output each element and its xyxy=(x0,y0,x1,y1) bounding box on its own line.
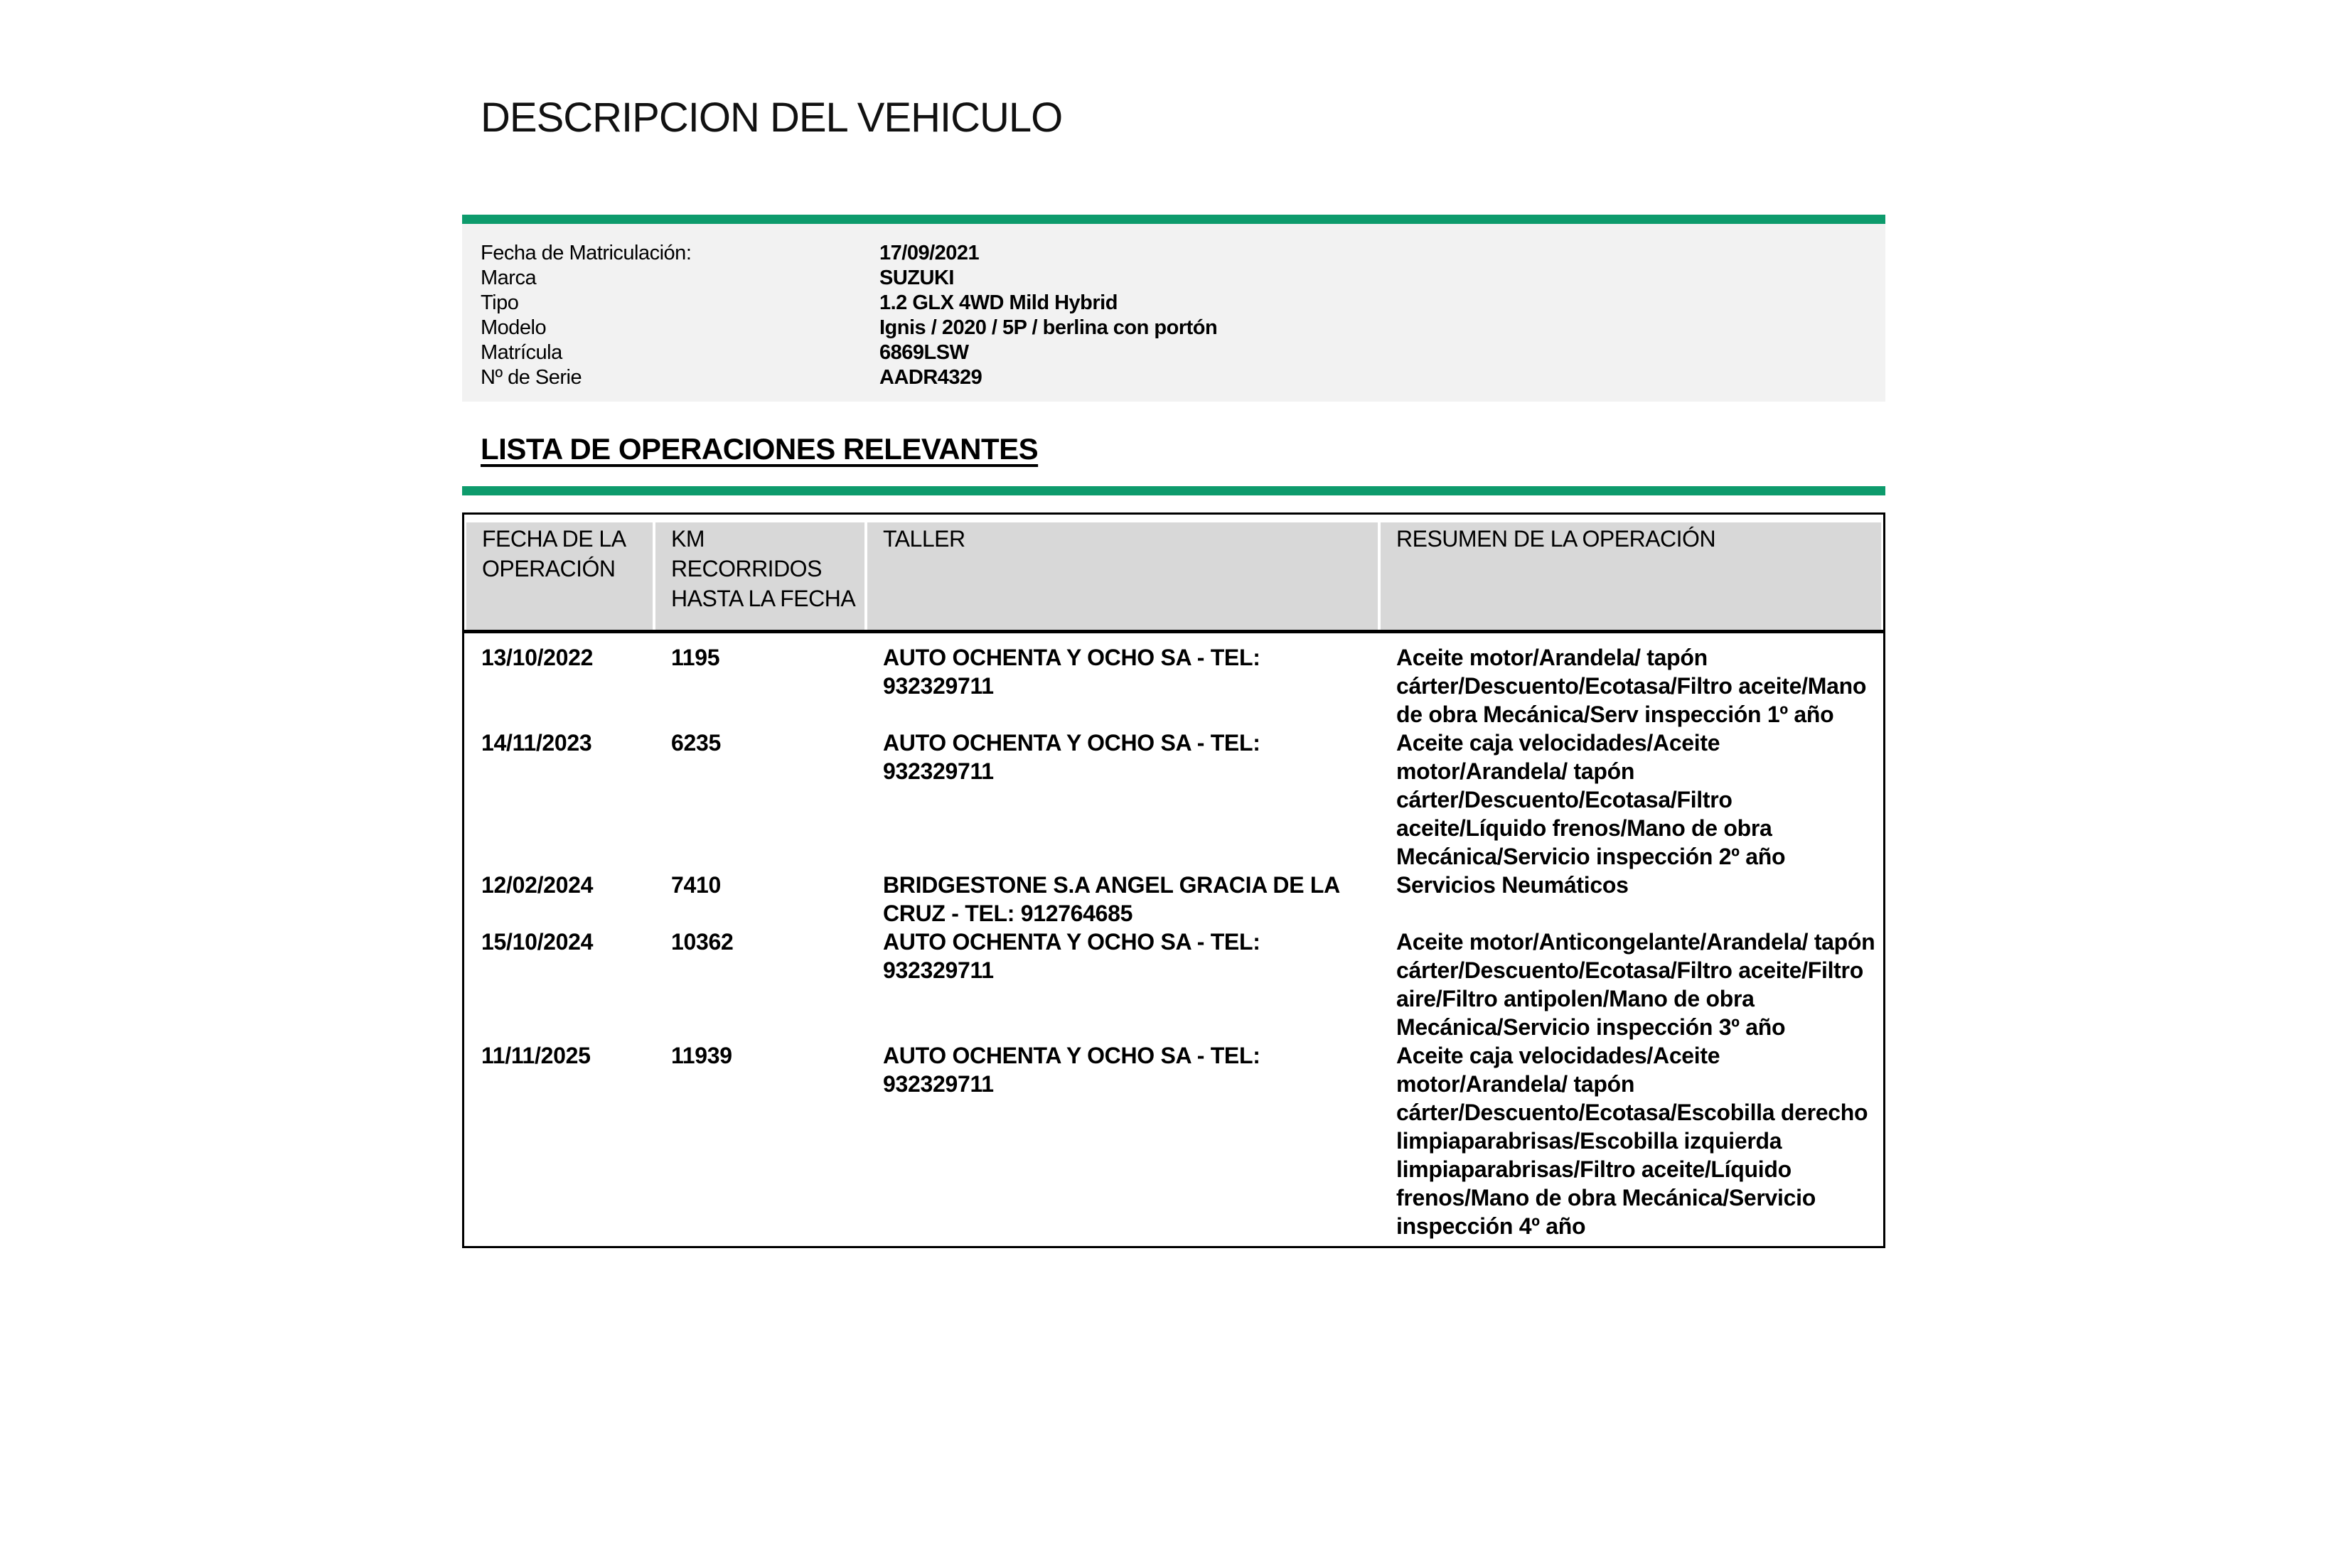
op-taller: AUTO OCHENTA Y OCHO SA - TEL: 932329711 xyxy=(883,730,1260,784)
column-header-label: TALLER xyxy=(867,522,1378,630)
op-taller: AUTO OCHENTA Y OCHO SA - TEL: 932329711 xyxy=(883,645,1260,699)
op-km: 11939 xyxy=(671,1043,732,1068)
operation-row xyxy=(464,871,1883,928)
info-value: SUZUKI xyxy=(879,267,954,289)
info-row xyxy=(481,365,1885,390)
info-row xyxy=(481,340,1885,365)
column-header-label: RESUMEN DE LA OPERACIÓN xyxy=(1381,522,1881,630)
column-header-label: FECHA DE LA OPERACIÓN xyxy=(466,522,653,630)
column-header xyxy=(866,515,1379,633)
operation-row xyxy=(464,729,1883,871)
info-label: Tipo xyxy=(481,291,519,314)
op-km: 7410 xyxy=(671,872,721,898)
green-divider-bar-top xyxy=(462,215,1885,224)
op-taller: AUTO OCHENTA Y OCHO SA - TEL: 932329711 xyxy=(883,1043,1260,1097)
op-resumen: Aceite caja velocidades/Aceite motor/Arandela/ tapón cárter/Descuento/Ecotasa/Escobilla derecho limpiaparabrisas/Escobilla izquierda limpiaparabrisas/Filtro aceite/Líquido frenos/Mano de obra Mecánica/Servicio inspección 4º año xyxy=(1396,1043,1868,1239)
operation-row xyxy=(464,633,1883,729)
op-date: 13/10/2022 xyxy=(481,645,594,670)
op-date: 12/02/2024 xyxy=(481,872,594,898)
info-row xyxy=(481,241,1885,266)
op-taller: BRIDGESTONE S.A ANGEL GRACIA DE LA CRUZ - TEL: 912764685 xyxy=(883,872,1339,926)
info-value: 6869LSW xyxy=(879,341,969,364)
op-resumen: Aceite motor/Anticongelante/Arandela/ tapón cárter/Descuento/Ecotasa/Filtro aceite/Filtro aire/Filtro antipolen/Mano de obra Mecánica/Servicio inspección 3º año xyxy=(1396,929,1875,1040)
info-value: AADR4329 xyxy=(879,366,982,389)
op-resumen: Aceite motor/Arandela/ tapón cárter/Descuento/Ecotasa/Filtro aceite/Mano de obra Mecánica/Serv inspección 1º año xyxy=(1396,645,1867,727)
operations-table-header-row xyxy=(464,515,1883,633)
info-value: Ignis / 2020 / 5P / berlina con portón xyxy=(879,316,1218,339)
info-row xyxy=(481,316,1885,340)
page-title: DESCRIPCION DEL VEHICULO xyxy=(481,95,1063,141)
column-header xyxy=(1379,515,1883,633)
column-header-label: KM RECORRIDOS HASTA LA FECHA xyxy=(655,522,864,630)
info-label: Nº de Serie xyxy=(481,366,582,389)
green-divider-bar-table xyxy=(462,486,1885,495)
op-date: 15/10/2024 xyxy=(481,929,594,955)
info-value: 1.2 GLX 4WD Mild Hybrid xyxy=(879,291,1118,314)
info-label: Marca xyxy=(481,267,537,289)
info-row xyxy=(481,291,1885,316)
info-label: Matrícula xyxy=(481,341,562,364)
vehicle-info-panel xyxy=(462,224,1885,402)
operations-section-heading: LISTA DE OPERACIONES RELEVANTES xyxy=(481,432,1039,466)
info-label: Fecha de Matriculación: xyxy=(481,242,692,264)
column-header xyxy=(464,515,654,633)
op-date: 11/11/2025 xyxy=(481,1043,591,1068)
column-header xyxy=(654,515,866,633)
op-resumen: Aceite caja velocidades/Aceite motor/Arandela/ tapón cárter/Descuento/Ecotasa/Filtro aceite/Líquido frenos/Mano de obra Mecánica/Servicio inspección 2º año xyxy=(1396,730,1786,869)
operation-row xyxy=(464,928,1883,1041)
op-resumen: Servicios Neumáticos xyxy=(1396,872,1629,898)
operations-table xyxy=(462,512,1885,1248)
op-taller: AUTO OCHENTA Y OCHO SA - TEL: 932329711 xyxy=(883,929,1260,983)
operations-table-body xyxy=(464,633,1883,1246)
op-km: 10362 xyxy=(671,929,734,955)
info-label: Modelo xyxy=(481,316,547,339)
info-value: 17/09/2021 xyxy=(879,242,980,264)
op-km: 1195 xyxy=(671,645,720,670)
operation-row xyxy=(464,1041,1883,1246)
op-km: 6235 xyxy=(671,730,721,756)
info-row xyxy=(481,266,1885,291)
op-date: 14/11/2023 xyxy=(481,730,592,756)
